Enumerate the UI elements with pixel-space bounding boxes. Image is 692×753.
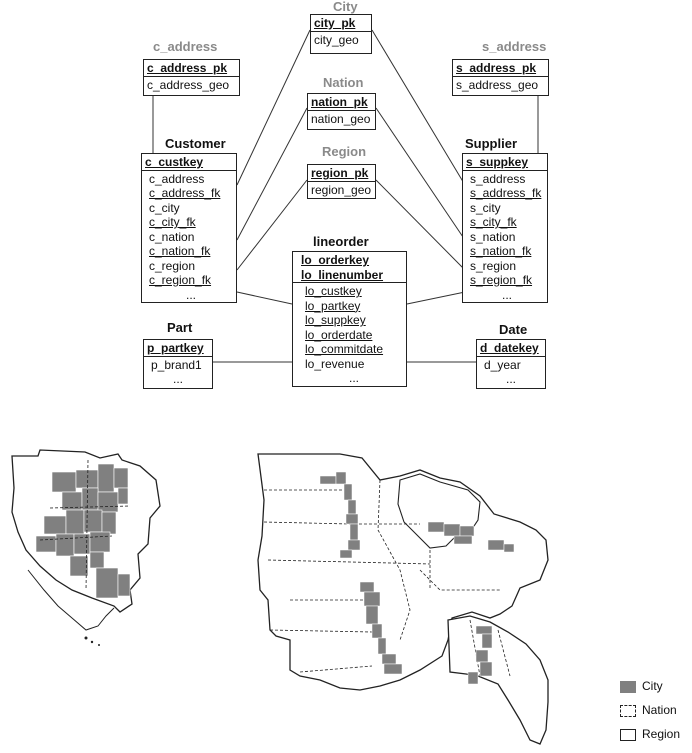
legend-nation-label: Nation [642, 703, 677, 717]
link-customer-nation [237, 108, 307, 240]
supplier-attributes [466, 172, 544, 303]
region-entity [307, 164, 376, 199]
supplier-attr: ... [501, 287, 512, 302]
lineorder-attr: lo_revenue [305, 356, 365, 371]
region-geo: region_geo [311, 182, 372, 197]
legend-item-city [620, 678, 663, 694]
part-pk: p_partkey [144, 341, 212, 357]
supplier-attr: s_address_fk [470, 186, 542, 200]
lineorder-attr: lo_partkey [305, 298, 361, 313]
s-address-geo: s_address_geo [456, 77, 539, 92]
part-entity [143, 339, 213, 389]
customer-attributes [145, 172, 233, 303]
west-region-map [12, 450, 160, 646]
supplier-entity [462, 153, 548, 303]
customer-attr: c_region [149, 258, 196, 273]
west-island [98, 644, 100, 646]
central-region-map [258, 454, 548, 744]
customer-attr: c_region_fk [149, 273, 212, 287]
customer-entity [141, 153, 237, 303]
supplier-attr: s_region [470, 258, 517, 273]
customer-attr: ... [185, 287, 196, 302]
legend-item-nation [620, 702, 677, 718]
link-supplier-city [372, 30, 465, 185]
part-title: Part [167, 320, 193, 335]
supplier-attr: s_address [470, 171, 526, 186]
supplier-attr: s_city_fk [470, 215, 517, 229]
c-address-pk: c_address_pk [144, 61, 239, 77]
date-pk: d_datekey [477, 341, 545, 357]
nation-entity [307, 93, 376, 130]
date-attr: ... [505, 372, 516, 386]
nation-pk: nation_pk [308, 95, 375, 111]
region-title: Region [322, 144, 367, 159]
part-attr: p_brand1 [151, 357, 202, 372]
supplier-attr: s_region_fk [470, 273, 533, 287]
link-supplier-nation [376, 108, 465, 240]
s-address-title: s_address [482, 39, 547, 54]
customer-attr: c_city [149, 200, 180, 215]
nation-title: Nation [323, 75, 364, 90]
customer-title: Customer [165, 136, 226, 151]
customer-pk: c_custkey [142, 155, 236, 171]
s-address-pk: s_address_pk [453, 61, 548, 77]
legend-region-swatch [620, 729, 636, 741]
supplier-attr: s_nation_fk [470, 244, 532, 258]
city-title: City [333, 0, 358, 14]
c-address-title: c_address [153, 39, 218, 54]
lineorder-attr: lo_custkey [305, 284, 362, 298]
c-address-geo: c_address_geo [147, 77, 230, 92]
lineorder-pk: lo_linenumber [301, 267, 384, 282]
region-maps [0, 440, 692, 753]
c-address-entity [143, 59, 240, 96]
supplier-attr: s_city [470, 200, 501, 215]
legend-region-label: Region [642, 727, 681, 741]
supplier-attr: s_nation [470, 229, 516, 244]
supplier-pk: s_suppkey [463, 155, 547, 171]
date-attr: d_year [484, 357, 521, 372]
city-geo: city_geo [314, 32, 359, 47]
city-pk: city_pk [311, 16, 371, 32]
nation-geo: nation_geo [311, 111, 371, 126]
part-attr: ... [172, 372, 183, 386]
lineorder-entity [292, 251, 407, 387]
legend-nation-swatch [620, 705, 636, 717]
supplier-title: Supplier [465, 136, 518, 151]
legend-item-region [620, 726, 680, 742]
customer-attr: c_nation_fk [149, 244, 211, 258]
city-entity [310, 14, 372, 54]
legend-city-label: City [642, 679, 663, 693]
lineorder-attr: lo_suppkey [305, 313, 366, 327]
date-title: Date [499, 322, 528, 337]
customer-attr: c_nation [149, 229, 195, 244]
west-island [85, 637, 88, 640]
lineorder-attributes [296, 284, 403, 386]
link-supplier-lineorder [407, 292, 465, 304]
lineorder-attr: ... [348, 371, 359, 385]
legend-city-swatch [620, 681, 636, 693]
customer-attr: c_address [149, 171, 205, 186]
lineorder-title: lineorder [313, 234, 369, 249]
southeast-region-outline [448, 616, 548, 744]
link-customer-lineorder [237, 292, 292, 304]
lineorder-attr: lo_orderdate [305, 327, 373, 342]
customer-attr: c_address_fk [149, 186, 221, 200]
lineorder-pk: lo_orderkey [301, 253, 370, 267]
lineorder-pk-block [293, 253, 406, 283]
lineorder-attr: lo_commitdate [305, 342, 384, 356]
link-customer-city [237, 30, 310, 185]
customer-attr: c_city_fk [149, 215, 196, 229]
s-address-entity [452, 59, 549, 96]
date-entity [476, 339, 546, 389]
west-island [91, 641, 93, 643]
region-pk: region_pk [308, 166, 375, 182]
